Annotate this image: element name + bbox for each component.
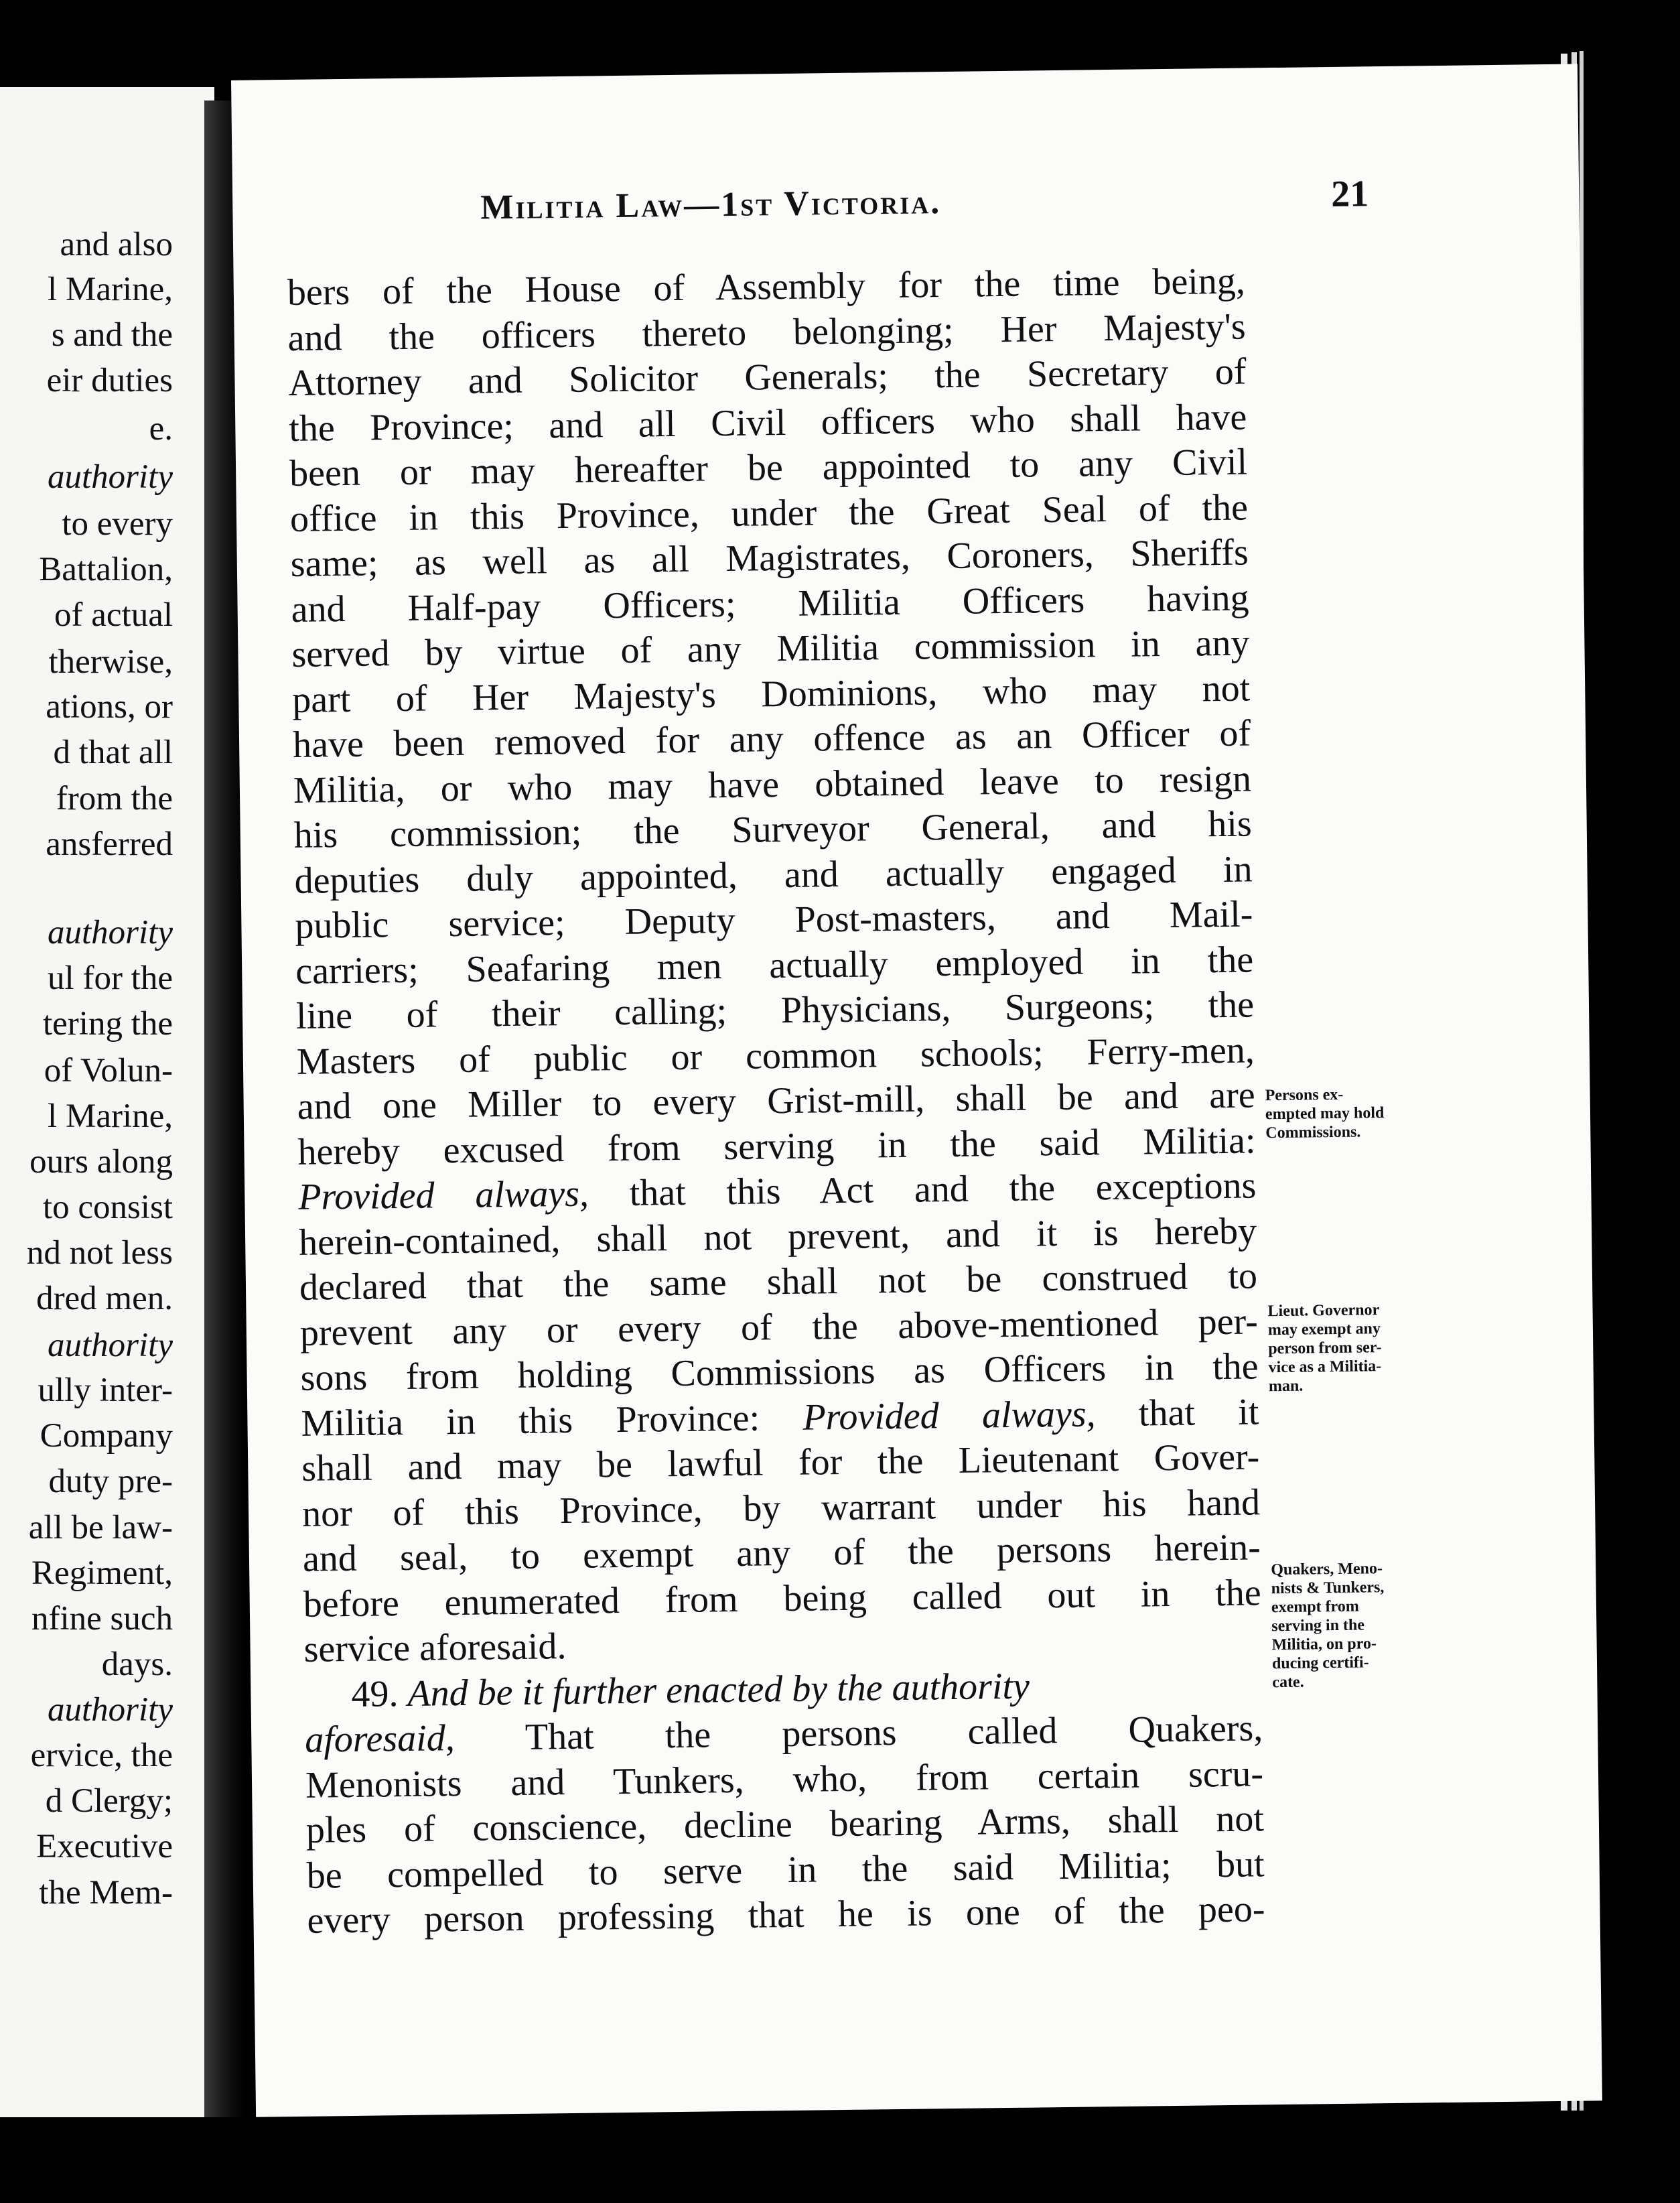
left-page-line: l Marine, <box>48 271 173 308</box>
left-page-line: ully inter- <box>38 1372 173 1409</box>
left-page-line: of Volun- <box>44 1052 173 1089</box>
marginal-note-line: Persons ex- <box>1265 1085 1344 1105</box>
body-line-text: hereby excused from serving in the said Militia: <box>297 1119 1256 1173</box>
page-number: 21 <box>1330 173 1369 215</box>
left-page-line: ations, or <box>46 688 173 726</box>
marginal-note-line: may exempt any <box>1267 1320 1381 1339</box>
marginal-note-line: Militia, on pro- <box>1271 1635 1377 1654</box>
body-line-text: Militia, or who may have obtained leave to resign <box>293 757 1252 811</box>
left-page-line: Battalion, <box>39 551 173 588</box>
left-page-line: Regiment, <box>31 1554 173 1592</box>
left-page-line: s and the <box>51 316 173 354</box>
left-page-line: ansferred <box>46 825 173 863</box>
body-line-text: have been removed for any offence as an Officer of <box>292 712 1251 766</box>
left-page-line: nfine such <box>31 1600 173 1638</box>
body-line-text: every person professing that he is one of the peo- <box>307 1888 1265 1942</box>
marginal-note-line: vice as a Militia- <box>1268 1357 1382 1377</box>
body-line-text: Masters of public or common schools; Ferry-men, <box>296 1028 1255 1083</box>
body-line-text: same; as well as all Magistrates, Coroners, Sheriffs <box>290 531 1249 585</box>
body-line-text: and seal, to exempt any of the persons herein- <box>302 1526 1261 1580</box>
body-line-text: deputies duly appointed, and actually engaged in <box>294 848 1253 902</box>
body-line-text: that this Act and the exceptions <box>588 1164 1257 1215</box>
left-page-line: authority <box>48 458 173 496</box>
marginal-note-line: exempt from <box>1271 1597 1359 1617</box>
body-line-text: public service; Deputy Post-masters, and Mail- <box>295 893 1253 947</box>
left-page-line: authority <box>48 1327 173 1364</box>
marginal-note-line: Commissions. <box>1265 1123 1361 1142</box>
left-page-line: tering the <box>42 1005 173 1043</box>
left-page-line: Company <box>40 1417 173 1455</box>
body-line-text: nor of this Province, by warrant under his hand <box>301 1481 1261 1535</box>
left-page-line: all be law- <box>28 1509 173 1546</box>
marginal-note-lieut-governor <box>1267 1300 1450 1396</box>
left-page-line: to every <box>62 505 173 543</box>
left-page-line: therwise, <box>48 643 173 681</box>
body-text <box>287 259 1265 1944</box>
body-line-prefix: Militia in this Province: <box>301 1396 803 1445</box>
body-line-italic: And be it further enacted by the authority <box>407 1665 1030 1715</box>
marginal-note-line: nists & Tunkers, <box>1271 1579 1385 1598</box>
left-page-line: ervice, the <box>30 1737 173 1774</box>
left-page-line: ours along <box>29 1143 173 1181</box>
body-line-italic: Provided always, <box>297 1173 589 1218</box>
left-page-line: and also <box>60 226 173 263</box>
left-page-line: to consist <box>42 1189 173 1226</box>
body-line-italic: aforesaid, <box>304 1717 456 1761</box>
body-line-text: carriers; Seafaring men actually employed in the <box>295 938 1254 992</box>
left-page-line: eir duties <box>46 362 173 399</box>
body-line-text: and Half-pay Officers; Militia Officers having <box>291 576 1249 630</box>
body-line-prefix: 49. <box>351 1672 408 1715</box>
body-line-text: the Province; and all Civil officers who shall have <box>288 396 1247 450</box>
body-line-text: that it <box>1095 1390 1259 1434</box>
left-page-line: of actual <box>54 596 173 634</box>
marginal-note-quakers <box>1271 1558 1453 1692</box>
left-page-line: nd not less <box>26 1234 173 1272</box>
body-line-text: been or may hereafter be appointed to any Civil <box>289 441 1248 494</box>
marginal-note-line: Lieut. Governor <box>1267 1301 1380 1321</box>
body-line-text: shall and may be lawful for the Lieutenant Gover- <box>301 1436 1260 1489</box>
left-page-line: l Marine, <box>48 1097 173 1135</box>
marginal-note-line: serving in the <box>1271 1616 1365 1635</box>
marginal-note-line: Quakers, Meno- <box>1271 1560 1383 1579</box>
running-head: Militia Law—1st Victoria. <box>480 183 942 227</box>
body-line-text: line of their calling; Physicians, Surgeons; the <box>295 984 1255 1037</box>
left-page-line: from the <box>56 780 173 817</box>
body-line-text: his commission; the Surveyor General, and his <box>293 803 1253 856</box>
body-line-text: ples of conscience, decline bearing Arms, shall not <box>305 1798 1265 1851</box>
marginal-note-line: cate. <box>1272 1673 1304 1692</box>
body-line-text: herein-contained, shall not prevent, and it is hereby <box>298 1209 1257 1264</box>
left-page-line: duty pre- <box>48 1463 173 1500</box>
left-page-line: d that all <box>53 734 173 771</box>
left-page-line: days. <box>101 1646 173 1683</box>
body-line-text: Attorney and Solicitor Generals; the Secretary of <box>288 350 1247 404</box>
left-page-fragment <box>0 87 214 2117</box>
body-line-text: prevent any or every of the above-mentioned per- <box>299 1300 1259 1354</box>
left-page-line: d Clergy; <box>45 1782 173 1820</box>
left-page-line: the Mem- <box>39 1874 173 1912</box>
body-line-text: sons from holding Commissions as Officers in the <box>300 1345 1259 1399</box>
body-line-text: served by virtue of any Militia commission in any <box>291 622 1250 675</box>
body-line-text: be compelled to serve in the said Militia; but <box>306 1843 1265 1897</box>
marginal-note-line: person from ser- <box>1268 1339 1382 1358</box>
marginal-note-line: empted may hold <box>1265 1104 1385 1124</box>
body-line-text: service aforesaid. <box>303 1625 567 1670</box>
body-line-text: Menonists and Tunkers, who, from certain scru- <box>305 1752 1264 1806</box>
left-page-line: ul for the <box>48 959 173 997</box>
main-page <box>231 64 1602 2117</box>
marginal-note-exempted-commissions <box>1265 1084 1446 1142</box>
left-page-line: authority <box>48 1691 173 1729</box>
left-page-line: authority <box>48 914 173 951</box>
left-page-line: e. <box>149 410 173 448</box>
body-line-text: That the persons called Quakers, <box>454 1707 1263 1759</box>
marginal-note-line: man. <box>1268 1377 1304 1396</box>
body-line-text: and one Miller to every Grist-mill, shall be and are <box>297 1074 1255 1128</box>
body-line-text: declared that the same shall not be construed to <box>299 1255 1258 1309</box>
body-line-text: office in this Province, under the Great Seal of the <box>289 486 1249 540</box>
marginal-note-line: ducing certifi- <box>1271 1654 1369 1673</box>
left-page-line: Executive <box>36 1828 173 1865</box>
left-page-line: dred men. <box>36 1280 173 1317</box>
body-line-italic: Provided always, <box>802 1392 1096 1439</box>
body-line-text: before enumerated from being called out in the <box>303 1571 1262 1625</box>
body-line-text: bers of the House of Assembly for the time being, <box>287 260 1246 314</box>
body-line-text: and the officers thereto belonging; Her Majesty's <box>287 306 1246 359</box>
body-line-text: part of Her Majesty's Dominions, who may not <box>291 667 1251 721</box>
